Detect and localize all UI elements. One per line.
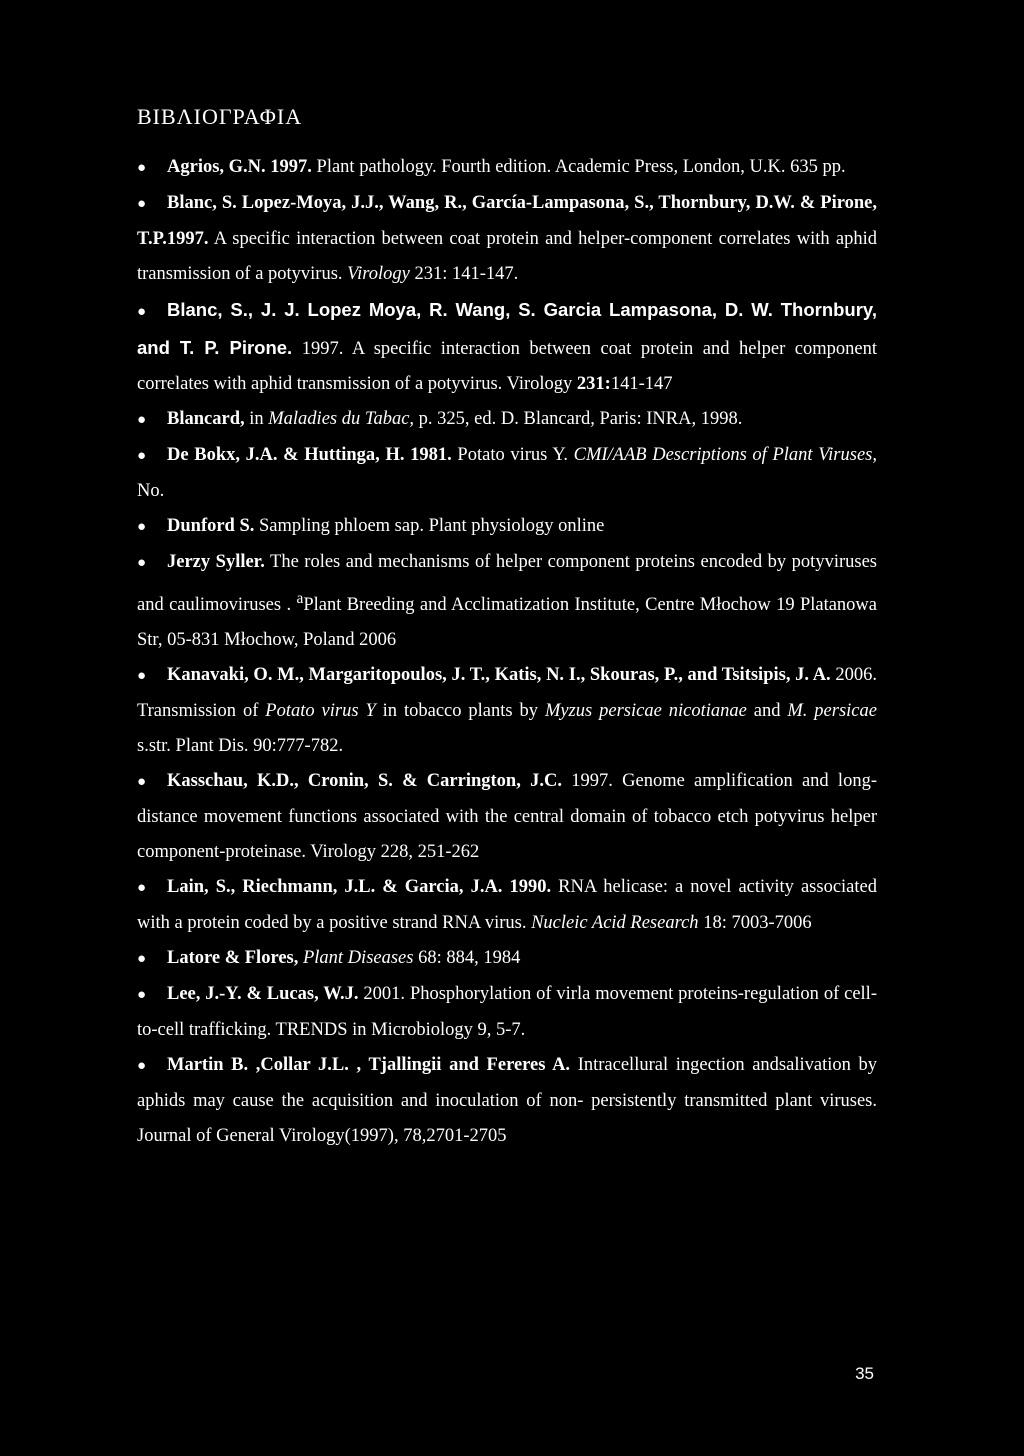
reference-text: RNA helicase: a novel activity associated with a protein coded by a positive strand RNA virus. [137,877,877,934]
reference-text: 2001. Phosphorylation of virla movement proteins-regulation of cell-to-cell trafficking. TRENDS in Microbiology 9, 5-7. [137,984,877,1041]
reference-tail: No. [137,481,165,501]
reference-journal: Maladies du Tabac, [268,409,415,429]
reference-authors: Dunford S. [167,516,255,536]
reference-text: 2006. Transmission of [137,665,878,722]
reference-item [137,1048,877,1154]
bullet-icon: ● [137,412,147,428]
reference-species: Potato virus Y [265,701,376,722]
reference-authors: Blanc, S., J. J. Lopez Moya, R. Wang, S. Garcia Lampasona, D. W. Thornbury, and T. P. Pirone. [137,299,877,358]
reference-item [137,977,877,1048]
reference-journal: Virology [347,264,410,284]
reference-item [137,402,877,438]
bullet-icon: ● [137,668,147,685]
reference-item [137,545,877,658]
bullet-icon: ● [137,196,147,212]
reference-text: The roles and mechanisms of helper component proteins encoded by potyviruses and caulimoviruses . [137,552,877,616]
reference-text: 1997. Genome amplification and long-distance movement functions associated with the central domain of tobacco etch potyvirus helper component-proteinase. Virology 228, 251-262 [137,771,877,863]
reference-species: M. persicae [787,701,877,722]
reference-item [137,438,877,509]
reference-tail: s.str. Plant Dis. 90:777-782. [137,736,344,757]
page-number: 35 [855,1364,874,1383]
bullet-icon: ● [137,555,147,571]
bullet-icon: ● [137,448,147,464]
reference-text: A specific interaction between coat protein and helper-component correlates with aphid transmission of a potyvirus. [137,229,877,284]
bullet-icon: ● [137,519,147,535]
reference-text: in [244,409,269,429]
page-title: ΒΙΒΛΙΟΓΡΑΦΙΑ [137,104,303,129]
reference-list [137,150,877,1154]
reference-item [137,658,877,764]
reference-journal: Plant Diseases [302,948,414,969]
bullet-icon: ● [137,774,147,791]
bullet-icon: ● [137,951,147,968]
reference-authors: Lain, S., Riechmann, J.L. & Garcia, J.A. 1990. [167,877,552,898]
reference-tail: Plant Breeding and Acclimatization Institute, Centre Młochow 19 Platanowa Str, 05-831 Młochow, Poland 2006 [137,595,878,651]
reference-item [137,150,877,186]
reference-authors: Latore & Flores, [167,948,299,969]
reference-text: Sampling phloem sap. Plant physiology online [254,516,605,536]
reference-authors: Jerzy Syller. [167,552,265,572]
reference-tail: 68: 884, 1984 [413,948,521,969]
reference-text: Intracellural ingection andsalivation by aphids may cause the acquisition and inoculation of non- persistently transmitted plant viruses. Journal of General Virology(1997), 78,2701-2705 [137,1055,878,1147]
reference-authors: Agrios, G.N. 1997. [167,157,312,177]
reference-item [137,509,877,545]
reference-authors: Kanavaki, O. M., Margaritopoulos, J. T., Katis, N. I., Skouras, P., and Tsitsipis, J. A. [167,665,831,686]
reference-tail: and [746,701,788,722]
reference-item [137,764,877,870]
reference-authors: Lee, J.-Y. & Lucas, W.J. [167,984,359,1005]
reference-authors: Martin B. ,Collar J.L. , Tjallingii and Fereres A. [167,1055,571,1076]
reference-text: Potato virus Y. [451,445,574,465]
reference-authors: De Bokx, J.A. & Huttinga, H. 1981. [167,445,452,465]
reference-volume: 231: [576,374,611,394]
reference-species: Myzus persicae nicotianae [544,701,747,722]
reference-journal: Nucleic Acid Research [531,913,699,934]
reference-tail: in tobacco plants by [375,701,545,722]
bullet-icon: ● [137,1058,147,1075]
bullet-icon: ● [137,987,147,1004]
reference-item [137,870,877,941]
bullet-icon: ● [137,160,147,176]
reference-item [137,292,877,402]
reference-text: Plant pathology. Fourth edition. Academic Press, London, U.K. 635 pp. [311,157,846,177]
reference-tail: 141-147 [610,374,673,394]
reference-superscript: a [296,590,304,607]
reference-tail: 18: 7003-7006 [698,913,812,934]
reference-item [137,186,877,292]
reference-item [137,941,877,977]
reference-authors: Kasschau, K.D., Cronin, S. & Carrington, J.C. [167,771,562,792]
reference-journal: CMI/AAB Descriptions of Plant Viruses, [573,445,877,465]
bullet-icon: ● [137,880,147,897]
reference-authors: Blancard, [167,409,245,429]
reference-tail: p. 325, ed. D. Blancard, Paris: INRA, 1998. [414,409,743,429]
bullet-icon: ● [137,304,147,320]
reference-authors: Blanc, S. Lopez-Moya, J.J., Wang, R., García-Lampasona, S., Thornbury, D.W. & Pirone, T.P.1997. [137,193,877,249]
reference-tail: 231: 141-147. [409,264,519,284]
reference-text: 1997. A specific interaction between coat protein and helper component correlates with aphid transmission of a potyvirus. Virology [137,339,877,394]
